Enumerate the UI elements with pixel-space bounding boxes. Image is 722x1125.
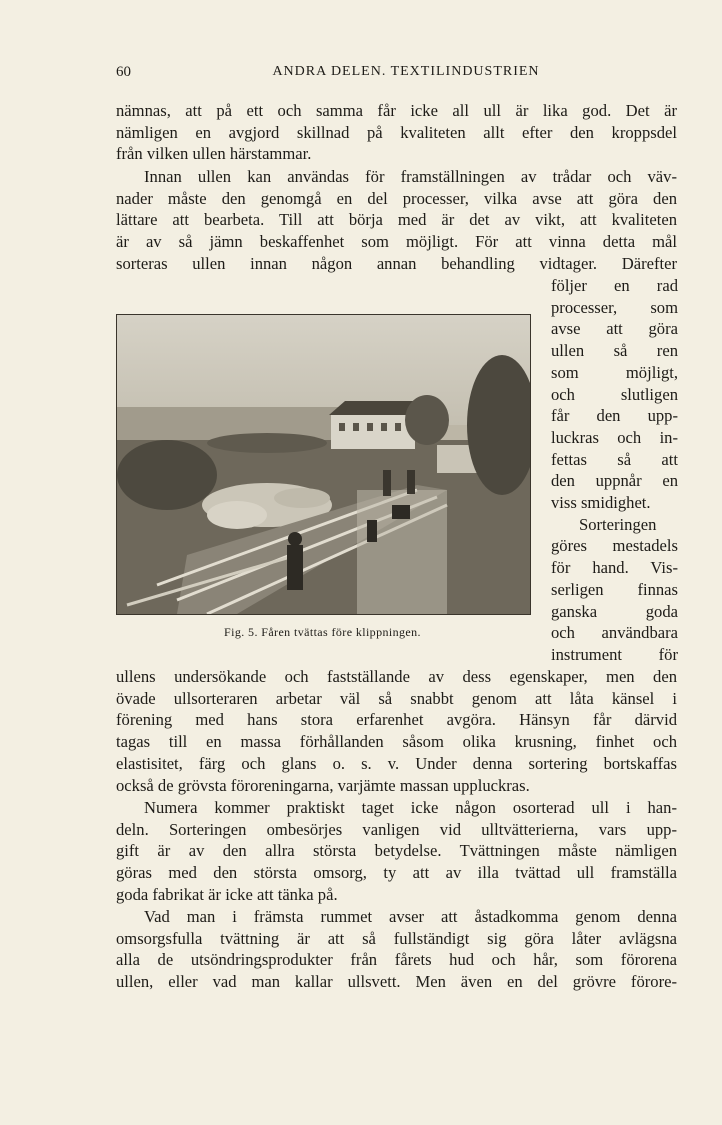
text-line: ganska goda [551, 601, 678, 621]
paragraph-5 [116, 906, 677, 993]
text-line: ullen, eller vad man kallar ullsvett. Men även en del grövre förore- [116, 972, 677, 992]
text-line: nämnas, att på ett och samma får icke all ull är lika god. Det är [116, 101, 677, 120]
text-line: och slutligen [551, 384, 678, 404]
text-line: övade ullsorteraren arbetar väl så snabbt genom att låta känsel i [116, 688, 677, 708]
text-line: nämligen en avgjord skillnad på kvaliteten allt efter den kroppsdel [116, 122, 677, 142]
text-line: viss smidighet. [551, 493, 651, 513]
text-line: Innan ullen kan användas för framställningen av trådar och väv- [144, 167, 677, 186]
bushes-left [117, 440, 217, 510]
worker-figure [287, 545, 303, 590]
text-line: tagas till en massa förhållanden såsom olika krusning, finhet och [116, 732, 677, 752]
text-line: Vad man i främsta rummet avser att åstadkomma genom denna [144, 907, 677, 926]
text-line: avse att göra [551, 319, 678, 339]
sheep-washing-photo [117, 315, 530, 614]
text-line: följer en rad [551, 276, 678, 295]
text-line: som möjligt, [551, 362, 678, 382]
text-line: goda fabrikat är icke att tänka på. [116, 884, 338, 904]
text-line: får den upp- [551, 406, 678, 426]
text-line: luckras och in- [551, 427, 678, 447]
worker-figure [407, 470, 415, 494]
text-line: den uppnår en [551, 471, 678, 491]
text-line: gift är av den allra största betydelse. Tvättningen måste nämligen [116, 841, 677, 861]
text-line: nader måste den genomgå en del processer, vilka avse att göra den [116, 188, 677, 208]
side-column-text [551, 275, 678, 666]
text-line: fettas så att [551, 449, 678, 469]
paragraph-1 [116, 100, 677, 165]
text-line: deln. Sorteringen ombesörjes vanligen vid ulltvätterierna, vars upp- [116, 819, 677, 839]
text-line: sorteras ullen innan någon annan behandling vidtager. Därefter [116, 253, 677, 273]
text-line: Numera kommer praktiskt taget icke någon osorterad ull i han- [144, 798, 677, 817]
text-line: är av så jämn beskaffenhet som möjligt. För att vinna detta mål [116, 232, 677, 252]
paragraph-4 [116, 797, 677, 906]
text-line: processer, som [551, 297, 678, 317]
text-line: ullens undersökande och fastställande av dess egenskaper, men den [116, 667, 677, 686]
page-header [116, 64, 676, 84]
figure-caption: Fig. 5. Fåren tvättas före klippningen. [224, 625, 421, 639]
text-line: göras med den största omsorg, ty att av illa tvättad ull framställa [116, 863, 677, 883]
paragraph-2 [116, 166, 677, 275]
text-line: lättare att bearbeta. Till att börja med är det av vikt, att kvaliteten [116, 210, 677, 230]
text-line: för hand. Vis- [551, 558, 678, 578]
text-line: instrument för [551, 644, 678, 664]
text-line: göres mestadels [551, 536, 678, 556]
figure-photo [116, 314, 531, 615]
running-head: ANDRA DELEN. TEXTILINDUSTRIEN [272, 64, 540, 79]
worker-figure [367, 520, 377, 542]
worker-figure [383, 470, 391, 496]
text-line: och användbara [551, 623, 678, 643]
text-line: också de grövsta föroreningarna, varjämte massan uppluckras. [116, 775, 530, 795]
paragraph-3 [116, 666, 677, 796]
text-line: Sorteringen [579, 514, 657, 534]
tree-middle [405, 395, 449, 445]
text-line: omsorgsfulla tvättning är att så fullständigt sig göra låter avlägsna [116, 928, 677, 948]
text-line: ullen så ren [551, 341, 678, 361]
building-wall [331, 415, 415, 449]
text-line: alla de utsöndringsprodukter från fårets hud och hår, som förorena [116, 950, 677, 970]
text-line: serligen finnas [551, 579, 678, 599]
text-line: elastisitet, färg och glans o. s. v. Under denna sortering bortskaffas [116, 753, 677, 773]
text-line: förening med hans stora erfarenhet avgöra. Hänsyn får därvid [116, 710, 677, 730]
page-number: 60 [116, 64, 131, 80]
text-line: från vilken ullen härstammar. [116, 144, 312, 164]
